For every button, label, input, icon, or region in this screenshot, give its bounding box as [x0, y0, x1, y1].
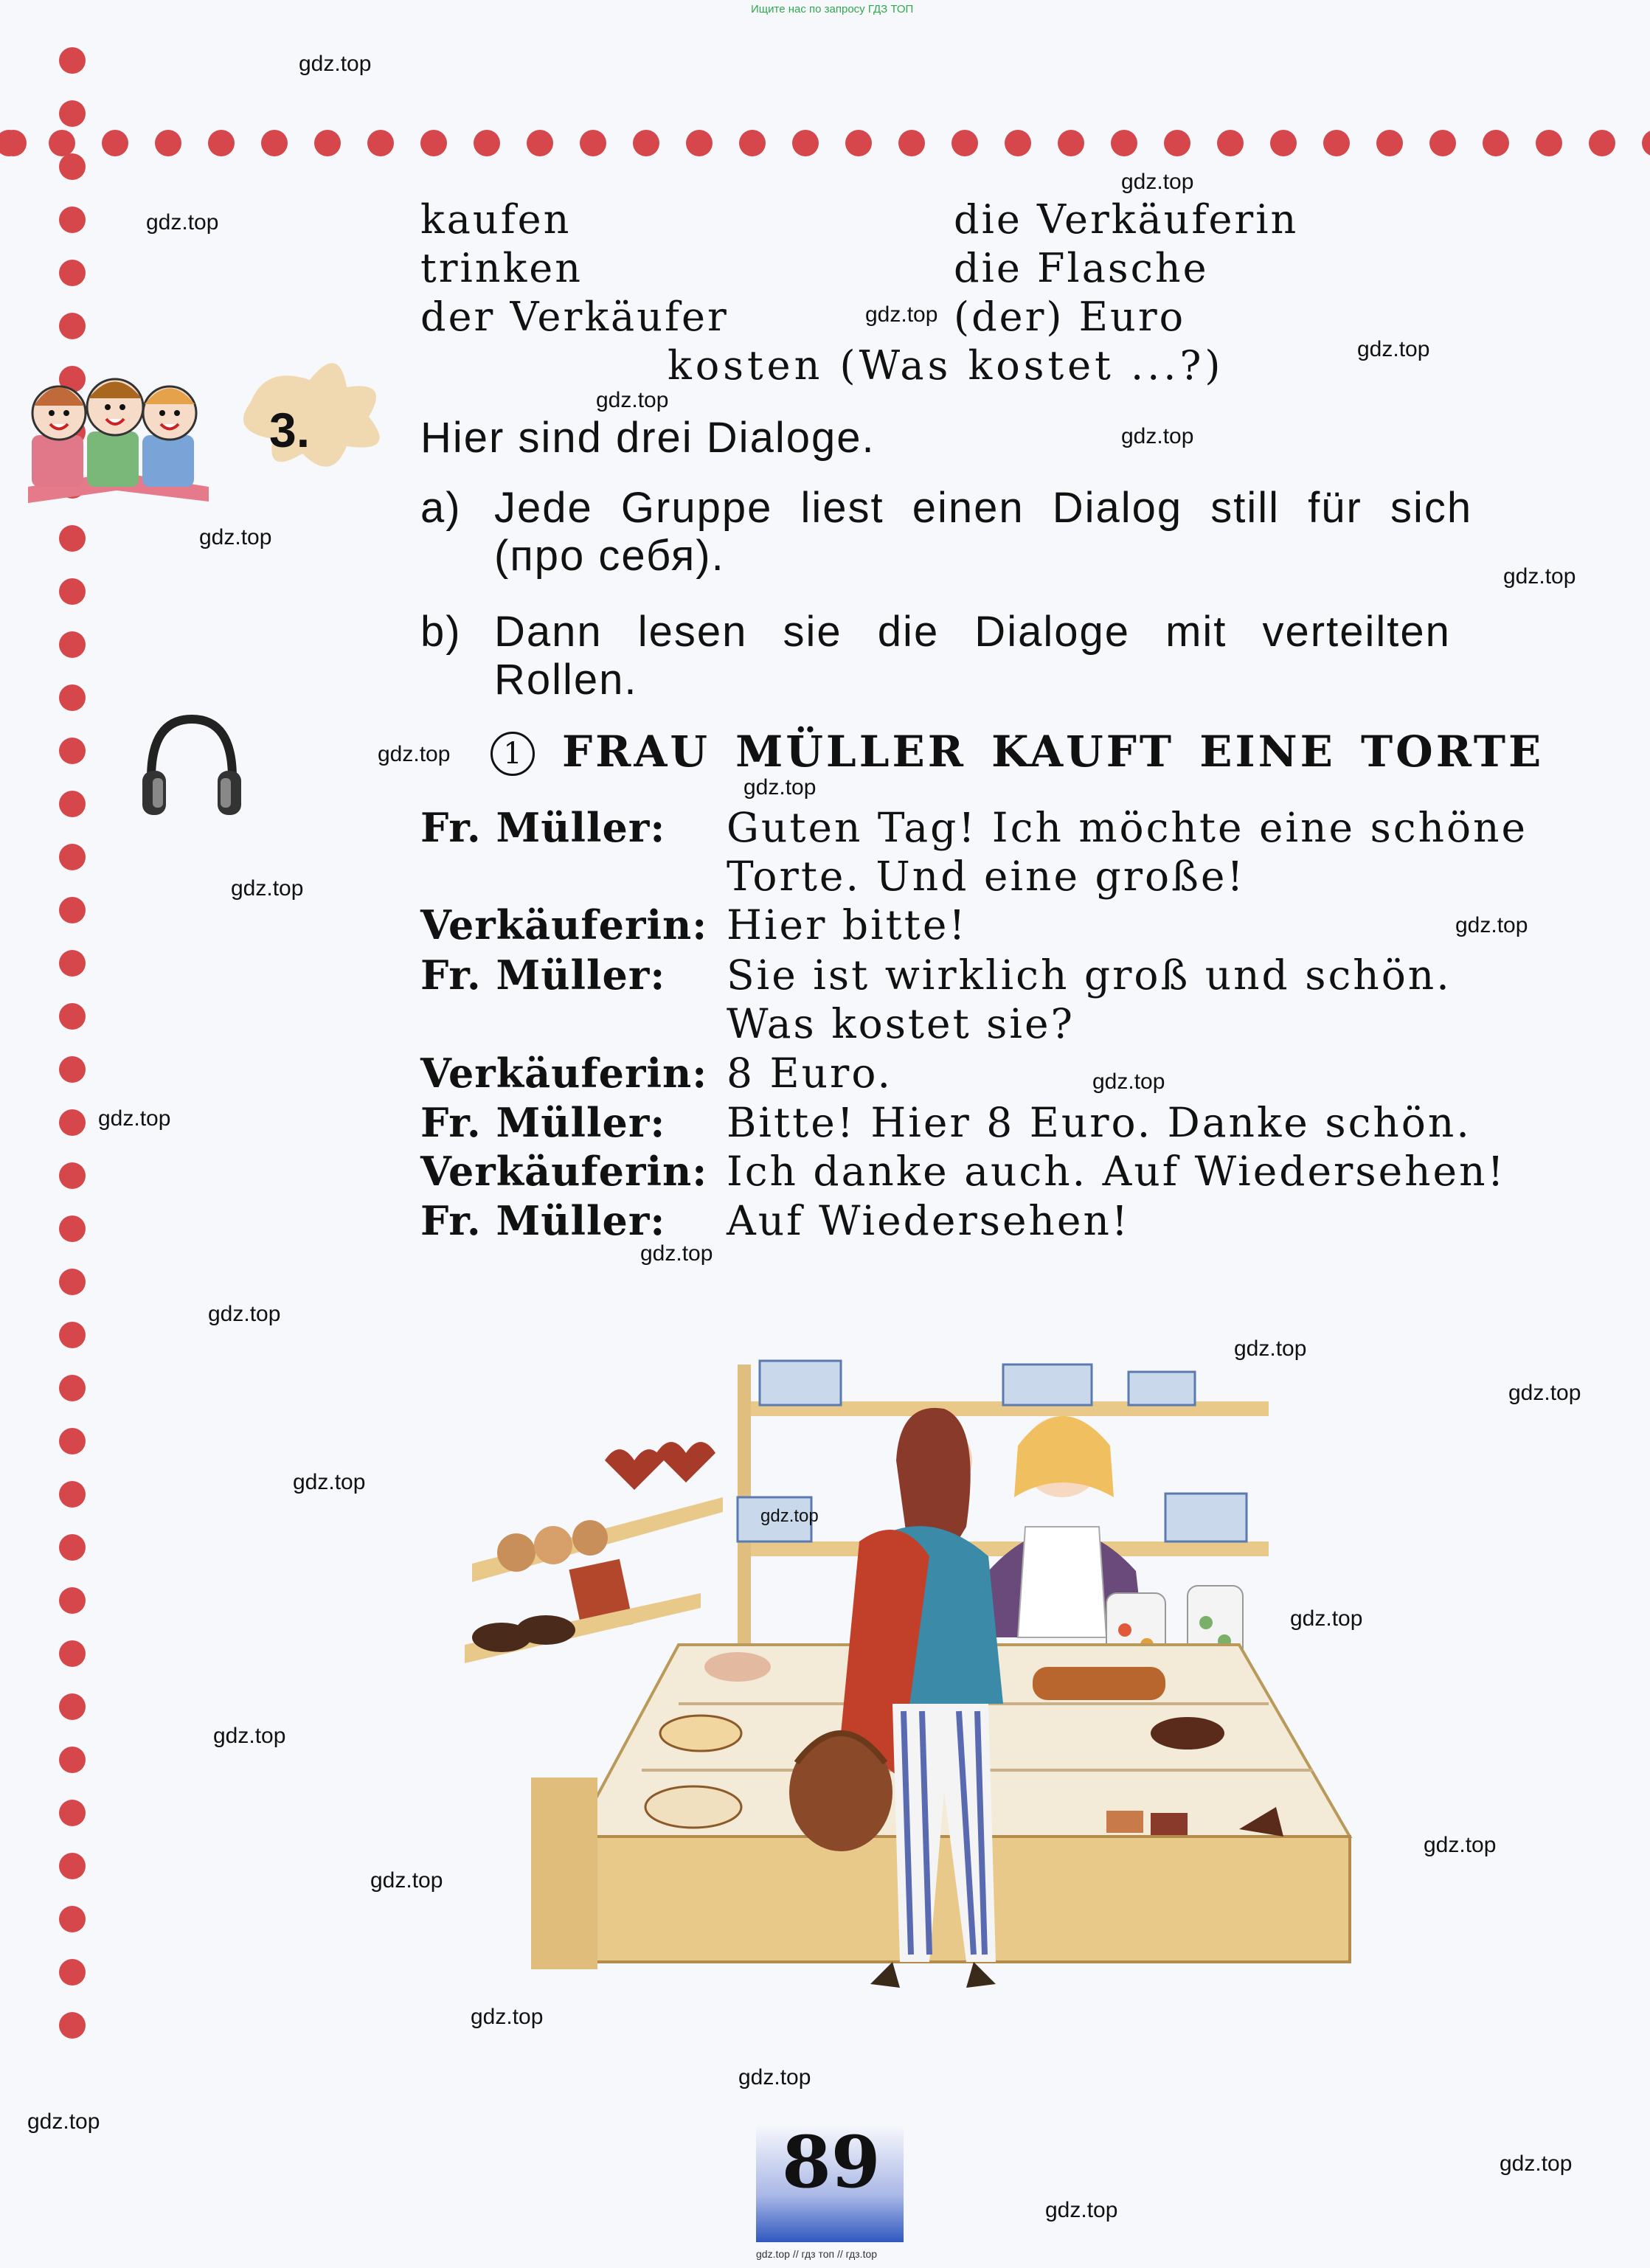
- watermark: gdz.top: [743, 775, 817, 800]
- footer-text: gdz.top // гдз топ // гдз.top: [756, 2248, 878, 2260]
- watermark: gdz.top: [1500, 2151, 1573, 2176]
- border-dot: [1217, 130, 1244, 156]
- border-dot: [420, 130, 447, 156]
- task-b-line1: Dann lesen sie die Dialoge mit verteilten: [494, 608, 1451, 656]
- dialogue-title: FRAU MÜLLER KAUFT EINE TORTE: [562, 726, 1545, 777]
- watermark: gdz.top: [738, 2065, 811, 2090]
- border-dot: [527, 130, 553, 156]
- headphones-icon: [136, 708, 247, 822]
- watermark: gdz.top: [865, 302, 938, 327]
- border-dot: [633, 130, 659, 156]
- border-dot: [59, 1056, 86, 1083]
- watermark: gdz.top: [98, 1106, 171, 1131]
- border-dot: [59, 260, 86, 286]
- watermark: gdz.top: [1424, 1833, 1497, 1857]
- border-dot: [1270, 130, 1297, 156]
- border-dot: [1376, 130, 1403, 156]
- border-dot: [59, 153, 86, 180]
- border-dot: [59, 631, 86, 658]
- vocab-left-3: der Verkäufer: [420, 294, 729, 340]
- border-dot: [0, 130, 27, 156]
- watermark: gdz.top: [293, 1470, 366, 1494]
- border-dot: [580, 130, 606, 156]
- watermark: gdz.top: [208, 1302, 281, 1326]
- task-a-line1: Jede Gruppe liest einen Dialog still für sich: [494, 484, 1473, 532]
- children-icon: [13, 361, 220, 509]
- border-dot: [59, 738, 86, 764]
- border-dot: [792, 130, 819, 156]
- border-dot: [59, 1428, 86, 1454]
- watermark: gdz.top: [1503, 564, 1576, 589]
- border-dot: [59, 684, 86, 711]
- border-dot: [59, 1322, 86, 1348]
- watermark: gdz.top: [378, 742, 451, 766]
- line-6: 8 Euro.: [727, 1050, 892, 1097]
- border-dot: [49, 130, 75, 156]
- speaker-6: Verkäuferin:: [420, 1050, 708, 1097]
- speaker-4: Fr. Müller:: [420, 951, 666, 999]
- border-dot: [59, 2012, 86, 2039]
- border-dot: [102, 130, 128, 156]
- border-dot: [59, 844, 86, 870]
- border-dot: [951, 130, 978, 156]
- watermark: gdz.top: [760, 1506, 819, 1526]
- border-dot: [59, 1906, 86, 1932]
- speaker-8: Verkäuferin:: [420, 1148, 708, 1195]
- border-dot: [59, 100, 86, 127]
- watermark: gdz.top: [213, 1724, 286, 1748]
- line-2: Torte. Und eine große!: [727, 853, 1246, 900]
- vocab-right-3: (der) Euro: [954, 294, 1186, 340]
- border-dot: [686, 130, 713, 156]
- border-dot: [739, 130, 766, 156]
- watermark: gdz.top: [1290, 1606, 1363, 1631]
- speaker-9: Fr. Müller:: [420, 1197, 666, 1244]
- border-dot: [59, 1800, 86, 1826]
- exercise-number: 3.: [269, 403, 311, 457]
- border-dot: [59, 1534, 86, 1561]
- border-dot: [59, 1747, 86, 1773]
- vocab-right-1: die Verkäuferin: [954, 196, 1299, 243]
- border-dot: [59, 950, 86, 977]
- border-dot: [1642, 130, 1650, 156]
- border-dot: [59, 313, 86, 339]
- line-9: Auf Wiedersehen!: [727, 1197, 1131, 1244]
- border-dot: [59, 47, 86, 74]
- border-dot: [59, 1959, 86, 1986]
- border-dot: [59, 1003, 86, 1030]
- border-dot: [898, 130, 925, 156]
- border-dot: [59, 1109, 86, 1136]
- border-dot: [1111, 130, 1137, 156]
- border-dot: [155, 130, 181, 156]
- vocab-left-2: trinken: [420, 245, 583, 291]
- border-dot: [1483, 130, 1509, 156]
- vocab-center: kosten (Was kostet ...?): [668, 342, 1224, 389]
- border-dot: [59, 1216, 86, 1242]
- watermark: gdz.top: [1455, 913, 1528, 937]
- border-dot: [1058, 130, 1084, 156]
- border-dot: [59, 1375, 86, 1401]
- vocab-right-2: die Flasche: [954, 245, 1209, 291]
- task-a-label: a): [420, 484, 462, 532]
- line-5: Was kostet sie?: [727, 1000, 1075, 1047]
- watermark: gdz.top: [1045, 2198, 1118, 2222]
- border-dot: [59, 1693, 86, 1720]
- watermark: gdz.top: [146, 210, 219, 235]
- top-notice: Ищите нас по запросу ГДЗ ТОП: [751, 3, 914, 15]
- border-dot: [1164, 130, 1190, 156]
- border-dot: [314, 130, 341, 156]
- border-dot: [59, 1481, 86, 1508]
- watermark: gdz.top: [370, 1868, 443, 1893]
- watermark: gdz.top: [1357, 337, 1430, 361]
- speaker-3: Verkäuferin:: [420, 901, 708, 949]
- vocab-left-1: kaufen: [420, 196, 572, 243]
- exercise-intro: Hier sind drei Dialoge.: [420, 414, 876, 462]
- speaker-7: Fr. Müller:: [420, 1099, 666, 1146]
- line-7: Bitte! Hier 8 Euro. Danke schön.: [727, 1099, 1472, 1146]
- watermark: gdz.top: [596, 388, 669, 412]
- bakery-illustration: [457, 1320, 1357, 2021]
- watermark: gdz.top: [1234, 1336, 1307, 1361]
- watermark: gdz.top: [471, 2005, 544, 2029]
- watermark: gdz.top: [640, 1241, 713, 1266]
- task-a-line2: (про себя).: [494, 532, 725, 580]
- border-dot: [1429, 130, 1456, 156]
- line-4: Sie ist wirklich groß und schön.: [727, 951, 1452, 999]
- dialogue-number-badge: [491, 732, 535, 776]
- watermark: gdz.top: [231, 876, 304, 901]
- border-dot: [208, 130, 235, 156]
- watermark: gdz.top: [199, 525, 272, 549]
- speaker-1: Fr. Müller:: [420, 804, 666, 851]
- line-1: Guten Tag! Ich möchte eine schöne: [727, 804, 1528, 851]
- border-dot: [59, 1853, 86, 1879]
- border-dot: [59, 207, 86, 233]
- border-dot: [1536, 130, 1562, 156]
- watermark: gdz.top: [1508, 1381, 1581, 1405]
- border-dot: [59, 791, 86, 817]
- border-dot: [59, 1162, 86, 1189]
- border-dot: [59, 1640, 86, 1667]
- watermark: gdz.top: [1121, 170, 1194, 194]
- border-dot: [59, 897, 86, 923]
- line-3: Hier bitte!: [727, 901, 968, 949]
- border-dot: [59, 525, 86, 552]
- watermark: gdz.top: [299, 52, 372, 76]
- border-dot: [1323, 130, 1350, 156]
- task-b-line2: Rollen.: [494, 656, 638, 704]
- line-8: Ich danke auch. Auf Wiedersehen!: [727, 1148, 1506, 1195]
- border-dot: [59, 1587, 86, 1614]
- border-dot: [59, 578, 86, 605]
- watermark: gdz.top: [1121, 424, 1194, 448]
- border-dot: [1005, 130, 1031, 156]
- dialogue-number: 1: [503, 737, 522, 771]
- page-number: 89: [782, 2120, 881, 2204]
- border-dot: [261, 130, 288, 156]
- border-dot: [59, 1269, 86, 1295]
- border-dot: [474, 130, 500, 156]
- border-dot: [845, 130, 872, 156]
- watermark: gdz.top: [27, 2109, 100, 2134]
- watermark: gdz.top: [1092, 1069, 1165, 1094]
- border-dot: [367, 130, 394, 156]
- task-b-label: b): [420, 608, 462, 656]
- border-dot: [1589, 130, 1615, 156]
